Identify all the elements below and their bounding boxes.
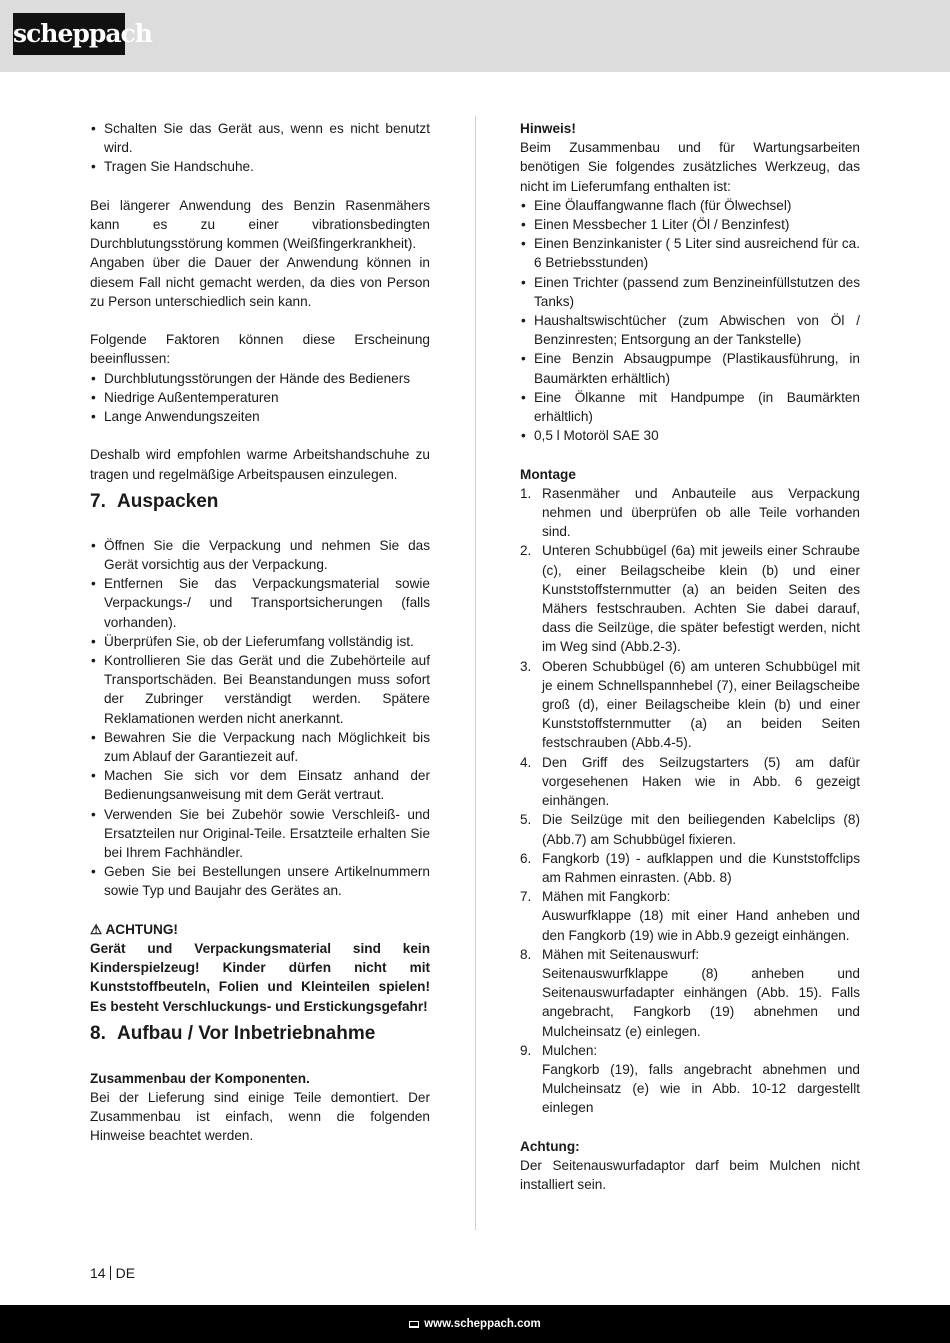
list-item: • Überprüfen Sie, ob der Lieferumfang vollständig ist. [90, 632, 430, 651]
paragraph: Bei der Lieferung sind einige Teile demontiert. Der Zusammenbau ist einfach, wenn die folgenden Hinweise beachtet werden. [90, 1090, 430, 1144]
list-item: • Haushaltswischtücher (zum Abwischen von Öl / Benzinresten; Entsorgung an der Tankstelle) [520, 311, 860, 349]
list-item: • Tragen Sie Handschuhe. [90, 157, 430, 176]
hint-heading: Hinweis! [520, 121, 576, 136]
right-column [520, 119, 860, 1194]
paragraph: Angaben über die Dauer der Anwendung können in diesem Fall nicht gemacht werden, da dies von Person zu Person unterschiedlich sein kann. [90, 255, 430, 309]
list-item: • Einen Trichter (passend zum Benzineinfüllstutzen des Tanks) [520, 273, 860, 311]
list-item: 3. Oberen Schubbügel (6) am unteren Schubbügel mit je einem Schnellspannhebel (7), einer Beilagscheibe groß (d), einer Beilagscheibe klein (b) und einer Kunststoffsternmutter (a) an beiden Seiten festschrauben (Abb.4-5). [520, 658, 860, 751]
list-item: 1. Rasenmäher und Anbauteile aus Verpackung nehmen und überprüfen ob alle Teile vorhanden sind. [520, 485, 860, 540]
list-item: 5. Die Seilzüge mit den beiliegenden Kabelclips (8) (Abb.7) am Schubbügel fixieren. [520, 812, 860, 847]
list-item: • Durchblutungsstörungen der Hände des Bedieners [90, 369, 430, 388]
section-heading-7 [90, 484, 430, 524]
bullet-list-unpacking [90, 536, 430, 901]
paragraph: Bei längerer Anwendung des Benzin Rasenmähers kann es zu einer vibrationsbedingten Durchblutungsstörung kommen (Weißfingerkrankheit). [90, 197, 430, 252]
section-title: Aufbau / Vor Inbetriebnahme [117, 1022, 376, 1044]
list-item: • Geben Sie bei Bestellungen unsere Artikelnummern sowie Typ und Baujahr des Gerätes an. [90, 862, 430, 900]
list-item: • Eine Ölauffangwanne flach (für Ölwechsel) [520, 196, 860, 215]
assembly-steps [520, 484, 860, 1118]
list-item: • Lange Anwendungszeiten [90, 407, 430, 426]
list-item: • Eine Ölkanne mit Handpumpe (in Baumärkten erhältlich) [520, 388, 860, 426]
warning-heading: ⚠ ACHTUNG! [90, 921, 178, 937]
section-number: 8. [90, 1022, 106, 1044]
list-item: • Eine Benzin Absaugpumpe (Plastikausführung, in Baumärkten erhältlich) [520, 349, 860, 387]
list-item: 8. Mähen mit Seitenauswurf: Seitenauswurfklappe (8) anheben und Seitenauswurfadapter einhängen (Abb. 15). Falls angebracht, Fangkorb (19) abnehmen und Mulcheinsatz (e) einlegen. [520, 946, 860, 1039]
paragraph: Der Seitenauswurfadaptor darf beim Mulchen nicht installiert sein. [520, 1157, 860, 1193]
list-item: • Machen Sie sich vor dem Einsatz anhand der Bedienungsanweisung mit dem Gerät vertraut. [90, 766, 430, 804]
website-link[interactable]: www.scheppach.com [424, 1318, 541, 1330]
list-item: 4. Den Griff des Seilzugstarters (5) am dafür vorgesehenen Haken wie in Abb. 6 gezeigt einhängen. [520, 754, 860, 809]
left-column [90, 119, 430, 1146]
paragraph: Deshalb wird empfohlen warme Arbeitshandschuhe zu tragen und regelmäßige Arbeitspausen einzulegen. [90, 447, 430, 482]
montage-heading: Montage [520, 466, 576, 482]
paragraph: Folgende Faktoren können diese Erscheinung beeinflussen: [90, 332, 430, 367]
section-heading-8 [90, 1016, 430, 1056]
list-item: • Öffnen Sie die Verpackung und nehmen Sie das Gerät vorsichtig aus der Verpackung. [90, 536, 430, 574]
list-item: • Schalten Sie das Gerät aus, wenn es nicht benutzt wird. [90, 119, 430, 157]
language-code: DE [115, 1265, 136, 1281]
list-item: • Einen Benzinkanister ( 5 Liter sind ausreichend für ca. 6 Betriebsstunden) [520, 234, 860, 272]
list-item: • Niedrige Außentemperaturen [90, 388, 430, 407]
list-item: • Bewahren Sie die Verpackung nach Möglichkeit bis zum Ablauf der Garantiezeit auf. [90, 728, 430, 766]
list-item: • 0,5 l Motoröl SAE 30 [520, 426, 860, 445]
list-item: 9. Mulchen: Fangkorb (19), falls angebracht abnehmen und Mulcheinsatz (e) wie in Abb. 10-12 dargestellt einlegen [520, 1042, 860, 1116]
bullet-list-factors [90, 369, 430, 427]
page-number [90, 1264, 135, 1283]
paragraph: Beim Zusammenbau und für Wartungsarbeiten benötigen Sie folgendes zusätzliches Werkzeug, das nicht im Lieferumfang enthalten ist: [520, 140, 860, 194]
list-item: • Verwenden Sie bei Zubehör sowie Verschleiß- und Ersatzteilen nur Original-Teile. Ersatzteile erhalten Sie bei Ihrem Fachhändler. [90, 805, 430, 863]
list-item: 6. Fangkorb (19) - aufklappen und die Kunststoffclips am Rahmen einrasten. (Abb. 8) [520, 850, 860, 885]
section-title: Auspacken [117, 490, 219, 512]
bullet-list-tools [520, 196, 860, 446]
footer-bar [0, 1305, 950, 1343]
column-divider [475, 116, 476, 1230]
brand-logo: scheppach [13, 13, 125, 55]
list-item: • Kontrollieren Sie das Gerät und die Zubehörteile auf Transportschäden. Bei Beanstandungen muss sofort der Zubringer verständigt werden. Spätere Reklamationen werden nicht anerkannt. [90, 651, 430, 728]
list-item: 2. Unteren Schubbügel (6a) mit jeweils einer Schraube (c), einer Beilagscheibe klein (b) und einer Kunststoffsternmutter (a) an beiden Seiten des Mähers festschrauben. Achten Sie dabei darauf, dass die Seilzüge, die später befestigt werden, nicht im Weg sind (Abb.2-3). [520, 543, 860, 655]
list-item: • Einen Messbecher 1 Liter (Öl / Benzinfest) [520, 215, 860, 234]
caution-heading: Achtung: [520, 1138, 580, 1154]
bullet-list-safety [90, 119, 430, 177]
list-item: • Entfernen Sie das Verpackungsmaterial sowie Verpackungs-/ und Transportsicherungen (falls vorhanden). [90, 574, 430, 632]
section-number: 7. [90, 490, 106, 512]
list-item: 7. Mähen mit Fangkorb: Auswurfklappe (18) mit einer Hand anheben und den Fangkorb (19) wie in Abb.9 gezeigt einhängen. [520, 889, 860, 943]
monitor-icon [409, 1321, 419, 1328]
warning-text: Gerät und Verpackungsmaterial sind kein Kinderspielzeug! Kinder dürfen nicht mit Kunststoffbeuteln, Folien und Kleinteilen spielen! Es besteht Verschluckungs- und Erstickungsgefahr! [90, 941, 430, 1014]
separator [110, 1266, 111, 1280]
page-num: 14 [90, 1265, 106, 1281]
header-bar [0, 0, 950, 72]
subheading: Zusammenbau der Komponenten. [90, 1070, 310, 1086]
